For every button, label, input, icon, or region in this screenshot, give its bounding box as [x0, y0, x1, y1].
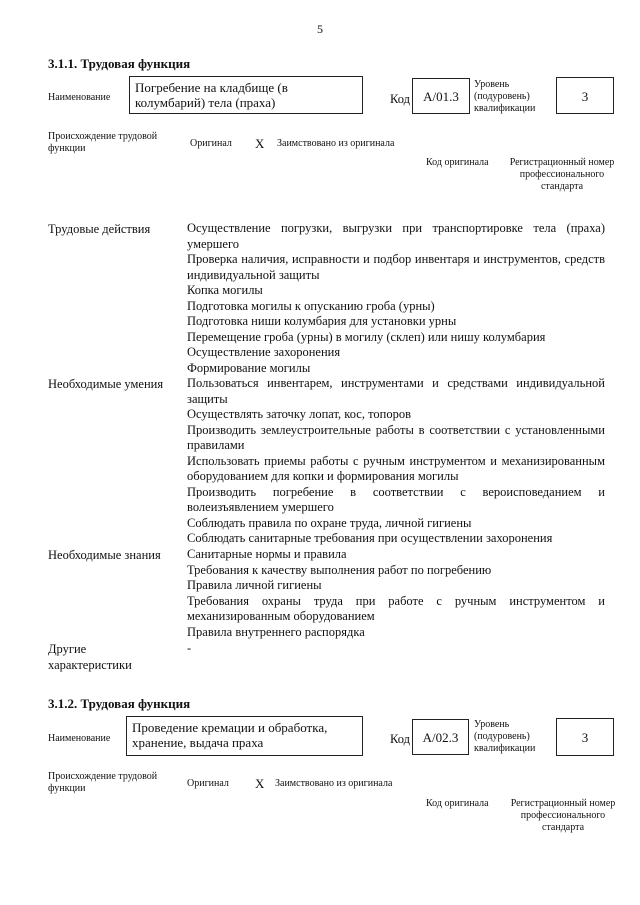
knowledge-list — [187, 547, 605, 640]
list-item: Соблюдать правила по охране труда, личной гигиены — [187, 515, 472, 530]
reg-number-label-311: Регистрационный номер профессионального стандарта — [509, 157, 615, 192]
name-value-box-312 — [126, 716, 363, 756]
list-item: Требования охраны труда при работе с ручным инструментом и механизированным оборудованием — [187, 593, 605, 623]
code-value-312: A/02.3 — [422, 730, 459, 745]
section-heading-312: 3.1.2. Трудовая функция — [48, 696, 191, 711]
code-value-311: A/01.3 — [423, 89, 459, 104]
name-label-311: Наименование — [48, 92, 111, 103]
level-label-311: Уровень (подуровень) квалификации — [474, 79, 536, 114]
level-value-312: 3 — [581, 730, 589, 745]
original-label-311: Оригинал — [190, 138, 232, 149]
list-item: Формирование могилы — [187, 360, 311, 375]
name-value-311: Погребение на кладбище (в колумбарий) тела (праха) — [135, 80, 288, 110]
level-value-box-312 — [556, 718, 614, 756]
original-mark-312: X — [255, 776, 265, 791]
other-label: Другие характеристики — [48, 642, 132, 672]
list-item: Производить землеустроительные работы в соответствии с установленными правилами — [187, 422, 605, 452]
list-item: Требования к качеству выполнения работ по погребению — [187, 562, 492, 577]
name-value-box-311 — [129, 76, 363, 114]
list-item: Перемещение гроба (урны) в могилу (склеп) или нишу колумбария — [187, 329, 546, 344]
list-item: Осуществление погрузки, выгрузки при транспортировке тела (праха) умершего — [187, 221, 605, 251]
list-item: Подготовка ниши колумбария для установки урны — [187, 314, 457, 328]
list-item: Осуществлять заточку лопат, кос, топоров — [187, 407, 411, 421]
reg-number-label-312: Регистрационный номер профессионального стандарта — [510, 798, 616, 833]
list-item: Соблюдать санитарные требования при осуществлении захоронения — [187, 531, 553, 545]
code-label-312: Код — [390, 732, 410, 746]
code-original-label-312: Код оригинала — [426, 798, 489, 809]
page-number: 5 — [317, 22, 323, 36]
original-label-312: Оригинал — [187, 778, 229, 789]
labor-actions-list — [187, 221, 605, 376]
code-label-311: Код — [390, 92, 410, 106]
origin-label-311: Происхождение трудовой функции — [48, 131, 158, 154]
name-label-312: Наименование — [48, 733, 111, 744]
original-mark-311: X — [255, 136, 265, 151]
name-value-312: Проведение кремации и обработка, хранение, выдача праха — [132, 720, 328, 750]
list-item: Осуществление захоронения — [187, 345, 341, 359]
section-heading-311: 3.1.1. Трудовая функция — [48, 56, 191, 71]
list-item: Использовать приемы работы с ручным инструментом и механизированным оборудованием для копки и формирования могилы — [187, 453, 605, 483]
labor-actions-label: Трудовые действия — [48, 222, 151, 236]
list-item: Подготовка могилы к опусканию гроба (урны) — [187, 298, 435, 313]
skills-list — [187, 376, 605, 547]
list-item: Производить погребение в соответствии с вероисповеданием и волеизъявлением умершего — [187, 484, 605, 514]
origin-label-312: Происхождение трудовой функции — [48, 771, 158, 794]
level-value-box-311 — [556, 77, 614, 114]
list-item: Правила личной гигиены — [187, 578, 322, 592]
borrowed-label-311: Заимствовано из оригинала — [277, 138, 395, 149]
list-item: Санитарные нормы и правила — [187, 547, 347, 561]
other-value: - — [187, 641, 192, 655]
list-item: Правила внутреннего распорядка — [187, 624, 365, 639]
knowledge-label: Необходимые знания — [48, 548, 161, 562]
list-item: Пользоваться инвентарем, инструментами и средствами индивидуальной защиты — [187, 376, 605, 406]
borrowed-label-312: Заимствовано из оригинала — [275, 778, 393, 789]
level-value-311: 3 — [581, 89, 589, 104]
code-original-label-311: Код оригинала — [426, 157, 489, 168]
level-label-312: Уровень (подуровень) квалификации — [474, 719, 536, 754]
list-item: Копка могилы — [187, 283, 263, 297]
list-item: Проверка наличия, исправности и подбор инвентаря и инструментов, средств индивидуальной защиты — [187, 252, 605, 282]
skills-label: Необходимые умения — [48, 377, 164, 391]
code-value-box-312 — [412, 719, 469, 755]
code-value-box-311 — [412, 78, 470, 114]
